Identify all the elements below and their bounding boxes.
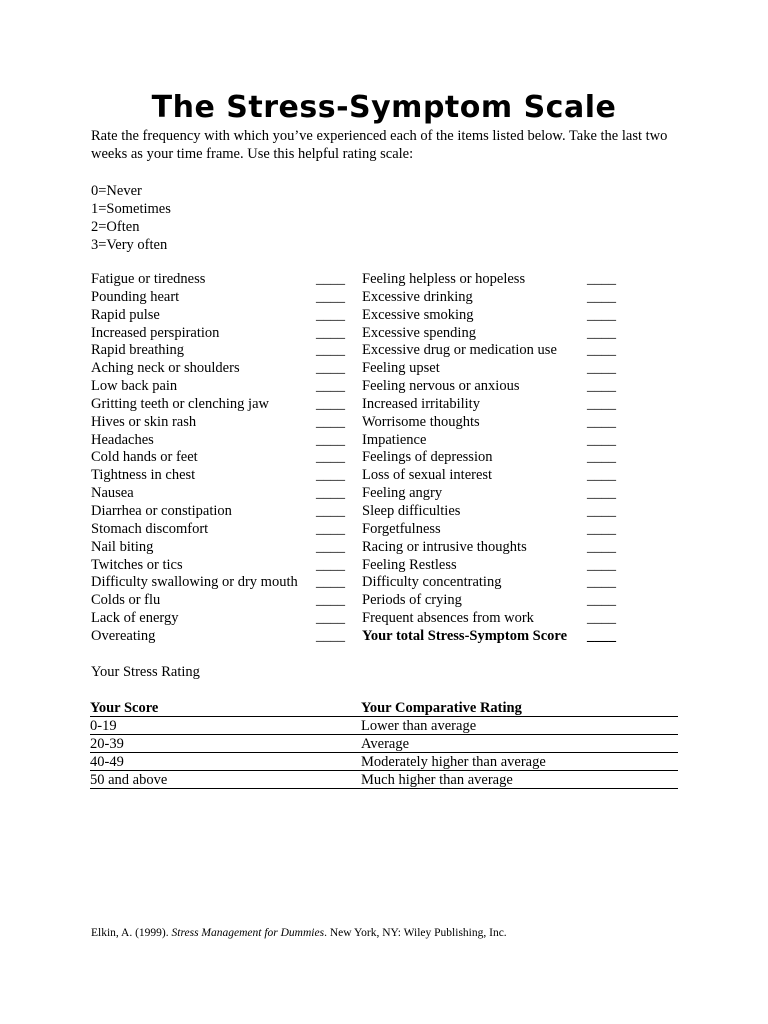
symptom-row xyxy=(91,288,345,307)
symptom-label: Worrisome thoughts xyxy=(362,413,480,430)
answer-blank[interactable]: ____ xyxy=(316,592,345,609)
answer-blank[interactable]: ____ xyxy=(316,342,345,359)
answer-blank[interactable]: ____ xyxy=(316,467,345,484)
symptom-row xyxy=(362,431,616,450)
symptom-row xyxy=(91,413,345,432)
symptom-row xyxy=(362,306,616,325)
rating-cell: Average xyxy=(361,735,678,753)
citation-book-title: Stress Management for Dummies xyxy=(171,927,325,939)
stress-rating-table xyxy=(90,699,678,789)
column-header-rating: Your Comparative Rating xyxy=(361,699,678,717)
symptom-row xyxy=(91,538,345,557)
symptom-label: Increased irritability xyxy=(362,395,480,412)
answer-blank[interactable]: ____ xyxy=(587,395,616,412)
table-row xyxy=(90,717,678,735)
column-header-score: Your Score xyxy=(90,699,361,717)
rating-cell: Lower than average xyxy=(361,717,678,735)
symptom-row xyxy=(362,467,616,485)
symptom-label: Nail biting xyxy=(91,538,154,555)
answer-blank[interactable]: ____ xyxy=(316,627,345,644)
symptom-label: Diarrhea or constipation xyxy=(91,502,232,519)
symptom-row xyxy=(91,520,345,539)
symptom-row xyxy=(91,271,345,289)
symptom-row xyxy=(91,306,345,325)
answer-blank[interactable]: ____ xyxy=(587,449,616,466)
answer-blank[interactable]: ____ xyxy=(587,627,616,644)
symptom-row xyxy=(91,592,345,610)
symptom-row xyxy=(91,467,345,485)
symptom-row xyxy=(362,413,616,432)
symptom-label: Pounding heart xyxy=(91,288,180,305)
instructions-text: Rate the frequency with which you’ve experienced each of the items listed below. Take the last two weeks as your time frame. Use this helpful rating scale: xyxy=(91,128,668,162)
total-score-label: Your total Stress-Symptom Score xyxy=(362,627,568,644)
score-cell: 50 and above xyxy=(90,771,361,789)
symptom-row xyxy=(362,485,616,503)
answer-blank[interactable]: ____ xyxy=(316,324,345,341)
symptom-label: Feeling angry xyxy=(362,485,443,502)
score-cell: 40-49 xyxy=(90,753,361,771)
symptom-label: Feeling Restless xyxy=(362,556,457,573)
symptom-row xyxy=(91,574,345,592)
symptom-list-left xyxy=(91,271,345,646)
total-score-row xyxy=(362,627,616,646)
answer-blank[interactable]: ____ xyxy=(316,502,345,519)
scale-item: 0=Never xyxy=(91,183,142,199)
symptom-label: Aching neck or shoulders xyxy=(91,360,240,377)
table-row xyxy=(90,735,678,753)
answer-blank[interactable]: ____ xyxy=(587,288,616,305)
symptom-label: Impatience xyxy=(362,431,427,448)
symptom-label: Low back pain xyxy=(91,378,178,395)
scale-item: 1=Sometimes xyxy=(91,201,171,217)
symptom-row xyxy=(362,520,616,539)
answer-blank[interactable]: ____ xyxy=(316,378,345,395)
symptom-row xyxy=(91,431,345,450)
symptom-list-right xyxy=(362,271,616,646)
symptom-label: Increased perspiration xyxy=(91,324,220,341)
symptom-label: Nausea xyxy=(91,485,134,502)
rating-cell: Moderately higher than average xyxy=(361,753,678,771)
symptom-label: Lack of energy xyxy=(91,610,179,627)
answer-blank[interactable]: ____ xyxy=(587,413,616,430)
symptom-row xyxy=(91,449,345,467)
answer-blank[interactable]: ____ xyxy=(587,378,616,395)
symptom-label: Difficulty concentrating xyxy=(362,574,502,591)
answer-blank[interactable]: ____ xyxy=(316,556,345,573)
symptom-label: Rapid breathing xyxy=(91,342,185,359)
answer-blank[interactable]: ____ xyxy=(587,592,616,609)
symptom-row xyxy=(362,538,616,557)
symptom-label: Feeling upset xyxy=(362,360,440,377)
symptom-row xyxy=(362,395,616,414)
answer-blank[interactable]: ____ xyxy=(316,574,345,591)
symptom-row xyxy=(91,395,345,414)
symptom-label: Hives or skin rash xyxy=(91,413,197,430)
symptom-row xyxy=(362,324,616,343)
answer-blank[interactable]: ____ xyxy=(316,610,345,627)
symptom-label: Excessive spending xyxy=(362,324,476,341)
symptom-row xyxy=(362,378,616,396)
answer-blank[interactable]: ____ xyxy=(316,449,345,466)
symptom-label: Feeling helpless or hopeless xyxy=(362,271,526,287)
answer-blank[interactable]: ____ xyxy=(587,342,616,359)
symptom-row xyxy=(91,556,345,575)
symptom-row xyxy=(91,378,345,396)
symptom-row xyxy=(362,271,616,289)
symptom-row xyxy=(91,360,345,378)
score-cell: 20-39 xyxy=(90,735,361,753)
symptom-label: Cold hands or feet xyxy=(91,449,198,466)
answer-blank[interactable]: ____ xyxy=(316,306,345,323)
symptom-label: Stomach discomfort xyxy=(91,520,209,537)
symptom-row xyxy=(362,449,616,467)
answer-blank[interactable]: ____ xyxy=(316,538,345,555)
answer-blank[interactable]: ____ xyxy=(587,306,616,323)
symptom-label: Gritting teeth or clenching jaw xyxy=(91,395,269,412)
answer-blank[interactable]: ____ xyxy=(316,520,345,537)
rating-cell: Much higher than average xyxy=(361,771,678,789)
symptom-label: Feelings of depression xyxy=(362,449,493,466)
answer-blank[interactable]: ____ xyxy=(316,395,345,412)
symptom-row xyxy=(91,342,345,360)
answer-blank[interactable]: ____ xyxy=(587,574,616,591)
symptom-label: Overeating xyxy=(91,627,156,644)
answer-blank[interactable]: ____ xyxy=(587,520,616,537)
symptom-label: Twitches or tics xyxy=(91,556,183,573)
symptom-row xyxy=(362,342,616,360)
symptom-label: Headaches xyxy=(91,431,154,448)
answer-blank[interactable]: ____ xyxy=(587,324,616,341)
symptom-row xyxy=(362,288,616,307)
citation xyxy=(91,927,507,939)
symptom-label: Frequent absences from work xyxy=(362,610,534,627)
scale-item: 2=Often xyxy=(91,219,140,235)
symptom-label: Racing or intrusive thoughts xyxy=(362,538,527,555)
answer-blank[interactable]: ____ xyxy=(316,431,345,448)
symptom-label: Loss of sexual interest xyxy=(362,467,493,484)
citation-authors: Elkin, A. (1999). xyxy=(91,927,172,939)
answer-blank[interactable]: ____ xyxy=(316,413,345,430)
symptom-row xyxy=(362,360,616,378)
score-cell: 0-19 xyxy=(90,717,361,735)
symptom-label: Colds or flu xyxy=(91,592,161,609)
answer-blank[interactable]: ____ xyxy=(587,538,616,555)
symptom-row xyxy=(91,610,345,628)
answer-blank[interactable]: ____ xyxy=(316,485,345,502)
scale-item: 3=Very often xyxy=(91,237,168,253)
symptom-label: Fatigue or tiredness xyxy=(91,271,206,287)
table-row xyxy=(90,771,678,789)
answer-blank[interactable]: ____ xyxy=(316,271,345,287)
page-title: The Stress-Symptom Scale xyxy=(151,90,617,125)
symptom-row xyxy=(362,610,616,628)
table-header-row xyxy=(90,699,678,717)
answer-blank[interactable]: ____ xyxy=(587,467,616,484)
answer-blank[interactable]: ____ xyxy=(587,431,616,448)
symptom-row xyxy=(91,324,345,343)
rating-scale xyxy=(91,182,171,254)
symptom-label: Feeling nervous or anxious xyxy=(362,378,520,395)
symptom-label: Excessive smoking xyxy=(362,306,474,323)
answer-blank[interactable]: ____ xyxy=(587,271,616,287)
symptom-label: Periods of crying xyxy=(362,592,462,609)
symptom-label: Excessive drug or medication use xyxy=(362,342,557,359)
answer-blank[interactable]: ____ xyxy=(587,485,616,502)
answer-blank[interactable]: ____ xyxy=(587,360,616,377)
answer-blank[interactable]: ____ xyxy=(587,556,616,573)
symptom-label: Difficulty swallowing or dry mouth xyxy=(91,574,298,591)
symptom-row xyxy=(91,627,345,646)
symptom-label: Sleep difficulties xyxy=(362,502,461,519)
table-row xyxy=(90,753,678,771)
symptom-row xyxy=(91,485,345,503)
symptom-row xyxy=(91,502,345,521)
citation-publisher: . New York, NY: Wiley Publishing, Inc. xyxy=(324,927,507,939)
symptom-label: Rapid pulse xyxy=(91,306,160,323)
symptom-row xyxy=(362,502,616,521)
answer-blank[interactable]: ____ xyxy=(316,360,345,377)
stress-rating-label: Your Stress Rating xyxy=(91,664,200,680)
symptom-label: Excessive drinking xyxy=(362,288,473,305)
answer-blank[interactable]: ____ xyxy=(587,502,616,519)
answer-blank[interactable]: ____ xyxy=(316,288,345,305)
symptom-label: Forgetfulness xyxy=(362,520,441,537)
answer-blank[interactable]: ____ xyxy=(587,610,616,627)
symptom-row xyxy=(362,556,616,575)
symptom-row xyxy=(362,592,616,610)
symptom-row xyxy=(362,574,616,592)
symptom-label: Tightness in chest xyxy=(91,467,196,484)
